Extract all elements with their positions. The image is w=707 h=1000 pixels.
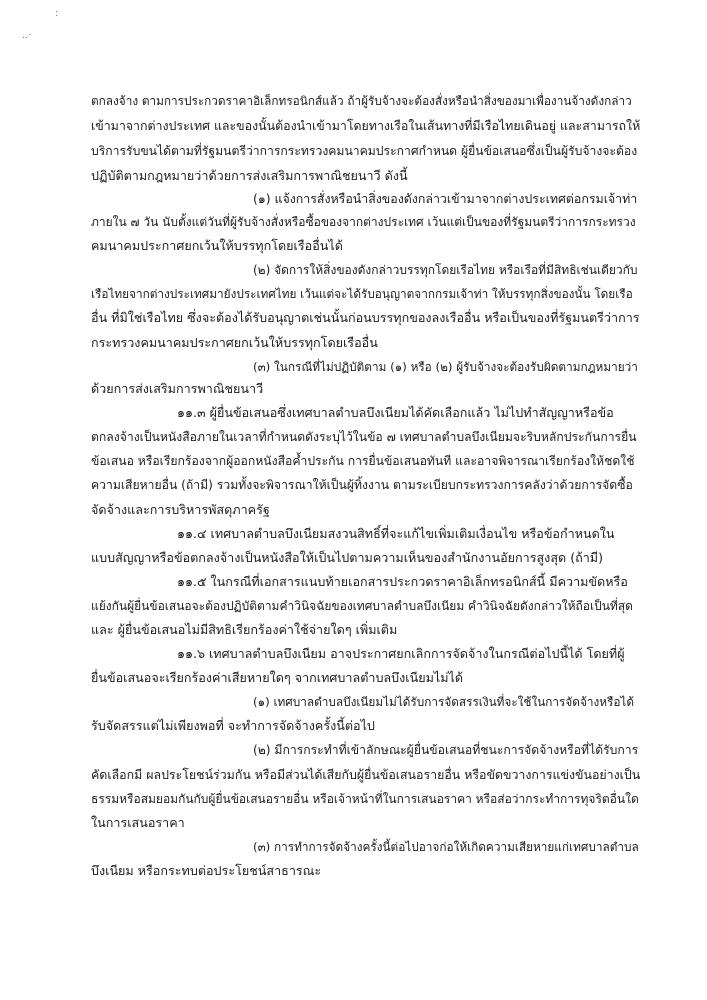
- paragraph-line: (๒) มีการกระทำที่เข้าลักษณะผู้ยื่นข้อเสนอที่ชนะการจัดจ้างหรือที่ได้รับการ: [253, 743, 639, 757]
- paragraph-line: ๑๑.๕ ในกรณีที่เอกสารแนบท้ายเอกสารประกวดราคาอิเล็กทรอนิกส์นี้ มีความขัดหรือ: [177, 574, 628, 589]
- paragraph-line: แบบสัญญาหรือข้อตกลงจ้างเป็นหนังสือให้เป็นไปตามความเห็นของสำนักงานอัยการสูงสุด (ถ้ามี): [91, 550, 604, 565]
- paragraph-line: บึงเนียม หรือกระทบต่อประโยชน์สาธารณะ: [91, 863, 322, 878]
- paragraph-line: ๑๑.๓ ผู้ยื่นข้อเสนอซึ่งเทศบาลตำบลบึงเนียมได้คัดเลือกแล้ว ไม่ไปทำสัญญาหรือข้อ: [177, 405, 614, 420]
- paragraph-line: ภายใน ๗ วัน นับตั้งแต่วันที่ผู้รับจ้างสั่งหรือซื้อของจากต่างประเทศ เว้นแต่เป็นของที่รัฐมนตรีว่าการกระทรวง: [91, 215, 636, 229]
- paragraph-line: ธรรมหรือสมยอมกันกับผู้ยื่นข้อเสนอรายอื่น หรือเจ้าหน้าที่ในการเสนอราคา หรือส่อว่ากระทำการทุจริตอื่นใด: [91, 792, 639, 806]
- paragraph-line: ตกลงจ้างเป็นหนังสือภายในเวลาที่กำหนดดังระบุไว้ในข้อ ๗ เทศบาลตำบลบึงเนียมจะริบหลักประกันการยื่น: [91, 430, 637, 444]
- paragraph-line: (๑) แจ้งการสั่งหรือนำสิ่งของดังกล่าวเข้ามาจากต่างประเทศต่อกรมเจ้าท่า: [253, 191, 638, 206]
- paragraph-line: ข้อเสนอ หรือเรียกร้องจากผู้ออกหนังสือค้ำประกัน การยื่นข้อเสนอทันที และอาจพิจารณาเรียกร้องให้ชดใช้: [91, 454, 635, 468]
- paragraph-line: (๓) ในกรณีที่ไม่ปฏิบัติตาม (๑) หรือ (๒) ผู้รับจ้างจะต้องรับผิดตามกฎหมายว่า: [253, 360, 638, 374]
- paragraph-line: ความเสียหายอื่น (ถ้ามี) รวมทั้งจะพิจารณาให้เป็นผู้ทิ้งงาน ตามระเบียบกระทรวงการคลังว่าด้วยการจัดซื้อ: [91, 478, 633, 492]
- scan-mark: :: [55, 8, 59, 19]
- paragraph-line: และ ผู้ยื่นข้อเสนอไม่มีสิทธิเรียกร้องค่าใช้จ่ายใดๆ เพิ่มเติม: [91, 622, 398, 637]
- paragraph-line: คัดเลือกมี ผลประโยชน์ร่วมกัน หรือมีส่วนได้เสียกับผู้ยื่นข้อเสนอรายอื่น หรือขัดขวางการแข่งขันอย่างเป็น: [91, 767, 641, 782]
- paragraph-line: รับจัดสรรแต่ไม่เพียงพอที่ จะทำการจัดจ้างครั้งนี้ต่อไป: [91, 718, 375, 733]
- paragraph-line: บริการรับขนได้ตามที่รัฐมนตรีว่าการกระทรวงคมนาคมประกาศกำหนด ผู้ยื่นข้อเสนอซึ่งเป็นผู้รับจ้างจะต้อง: [91, 144, 638, 158]
- paragraph-line: ยื่นข้อเสนอจะเรียกร้องค่าเสียหายใดๆ จากเทศบาลตำบลบึงเนียมไม่ได้: [91, 670, 464, 685]
- paragraph-line: อื่น ที่มิใช่เรือไทย ซึ่งจะต้องได้รับอนุญาตเช่นนั้นก่อนบรรทุกของลงเรืออื่น หรือเป็นของที่รัฐมนตรีว่าการ: [91, 310, 640, 325]
- paragraph-line: (๑) เทศบาลตำบลบึงเนียมไม่ได้รับการจัดสรรเงินที่จะใช้ในการจัดจ้างหรือได้: [253, 695, 635, 709]
- paragraph-line: ๑๑.๖ เทศบาลตำบลบึงเนียม อาจประกาศยกเลิกการจัดจ้างในกรณีต่อไปนี้ได้ โดยที่ผู้: [177, 646, 625, 661]
- paragraph-line: ตกลงจ้าง ตามการประกวดราคาอิเล็กทรอนิกส์แล้ว ถ้าผู้รับจ้างจะต้องสั่งหรือนำสิ่งของมาเพื่องานจ้างดังกล่าว: [91, 94, 632, 108]
- paragraph-line: ในการเสนอราคา: [91, 815, 185, 830]
- paragraph-line: เรือไทยจากต่างประเทศมายังประเทศไทย เว้นแต่จะได้รับอนุญาตจากกรมเจ้าท่า ให้บรรทุกสิ่งของนั้น โดยเรือ: [91, 287, 633, 301]
- paragraph-line: คมนาคมประกาศยกเว้นให้บรรทุกโดยเรืออื่นได้: [91, 238, 343, 253]
- paragraph-line: (๒) จัดการให้สิ่งของดังกล่าวบรรทุกโดยเรือไทย หรือเรือที่มีสิทธิเช่นเดียวกับ: [253, 263, 638, 277]
- scan-mark: ..·: [22, 30, 32, 41]
- paragraph-line: ด้วยการส่งเสริมการพาณิชยนาวี: [91, 381, 264, 396]
- paragraph-line: แย้งกันผู้ยื่นข้อเสนอจะต้องปฏิบัติตามคำวินิจฉัยของเทศบาลตำบลบึงเนียม คำวินิจฉัยดังกล่าวให้ถือเป็นที่สุด: [91, 599, 633, 613]
- paragraph-line: ปฏิบัติตามกฎหมายว่าด้วยการส่งเสริมการพาณิชยนาวี ดังนี้: [91, 168, 408, 183]
- paragraph-line: จัดจ้างและการบริหารพัสดุภาครัฐ: [91, 502, 270, 517]
- paragraph-line: ๑๑.๔ เทศบาลตำบลบึงเนียมสงวนสิทธิ์ที่จะแก้ไขเพิ่มเติมเงื่อนไข หรือข้อกำหนดใน: [177, 526, 615, 541]
- paragraph-line: เข้ามาจากต่างประเทศ และของนั้นต้องนำเข้ามาโดยทางเรือในเส้นทางที่มีเรือไทยเดินอยู่ และสามารถให้: [91, 118, 641, 133]
- paragraph-line: กระทรวงคมนาคมประกาศยกเว้นให้บรรทุกโดยเรืออื่น: [91, 335, 378, 350]
- paragraph-line: (๓) การทำการจัดจ้างครั้งนี้ต่อไปอาจก่อให้เกิดความเสียหายแก่เทศบาลตำบล: [253, 840, 639, 854]
